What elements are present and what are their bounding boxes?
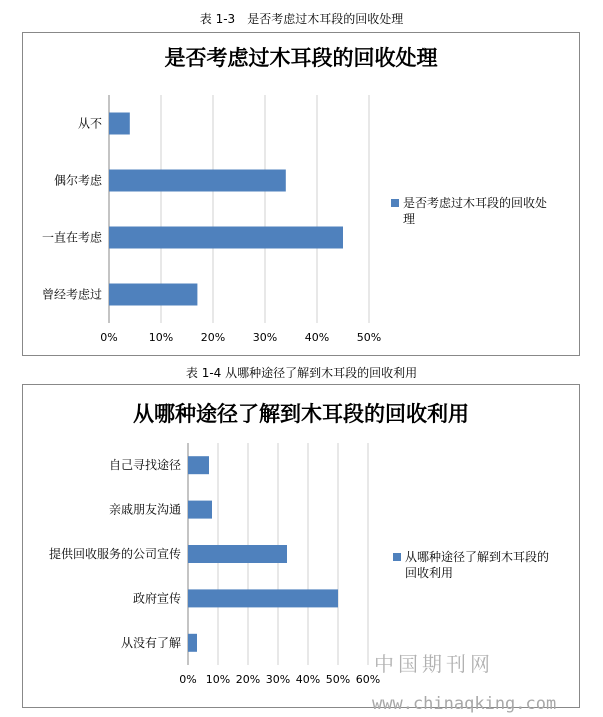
table-caption-1-3: 表 1-3 是否考虑过木耳段的回收处理 <box>199 12 404 26</box>
x-tick-label: 10% <box>205 673 231 686</box>
bar <box>188 589 338 607</box>
bar <box>188 634 197 652</box>
table-caption-1-4: 表 1-4 从哪种途径了解到木耳段的回收利用 <box>185 366 418 380</box>
x-tick-label: 50% <box>325 673 351 686</box>
x-tick-label: 10% <box>148 331 174 344</box>
legend-swatch <box>393 553 401 561</box>
bar <box>109 113 130 135</box>
bar-chart-2 <box>23 385 579 707</box>
x-tick-label: 20% <box>235 673 261 686</box>
category-label: 偶尔考虑 <box>53 173 102 188</box>
legend-swatch <box>391 199 399 207</box>
category-label: 亲戚朋友沟通 <box>108 502 181 517</box>
category-label: 提供回收服务的公司宣传 <box>48 547 181 561</box>
category-label: 政府宣传 <box>132 591 181 606</box>
bar <box>109 227 343 249</box>
x-tick-label: 30% <box>252 331 278 344</box>
bar <box>109 284 197 306</box>
bar <box>188 501 212 519</box>
x-tick-label: 40% <box>304 331 330 344</box>
x-tick-label: 0% <box>179 673 197 686</box>
category-label: 自己寻找途径 <box>108 458 181 473</box>
chart-panel-1 <box>22 32 580 356</box>
chart-panel-2 <box>22 384 580 708</box>
category-label: 从没有了解 <box>120 635 181 650</box>
chart-title: 是否考虑过木耳段的回收处理 <box>164 45 438 70</box>
bar <box>188 545 287 563</box>
legend-label: 是否考虑过木耳段的回收处 理 <box>403 196 548 226</box>
category-label: 一直在考虑 <box>41 230 102 245</box>
category-label: 从不 <box>77 116 102 131</box>
x-tick-label: 0% <box>100 331 118 344</box>
x-tick-label: 40% <box>295 673 321 686</box>
bar-chart-1 <box>23 33 579 355</box>
x-tick-label: 50% <box>356 331 382 344</box>
bar <box>188 456 209 474</box>
watermark-url: www.chinaqking.com <box>372 694 557 714</box>
x-tick-label: 30% <box>265 673 291 686</box>
x-tick-label: 20% <box>200 331 226 344</box>
chart-title: 从哪种途径了解到木耳段的回收利用 <box>133 401 469 426</box>
bar <box>109 170 286 192</box>
legend-label: 从哪种途径了解到木耳段的 回收利用 <box>405 550 550 580</box>
x-tick-label: 60% <box>355 673 381 686</box>
watermark-text: 中国期刊网 <box>374 652 494 676</box>
category-label: 曾经考虑过 <box>41 287 102 302</box>
